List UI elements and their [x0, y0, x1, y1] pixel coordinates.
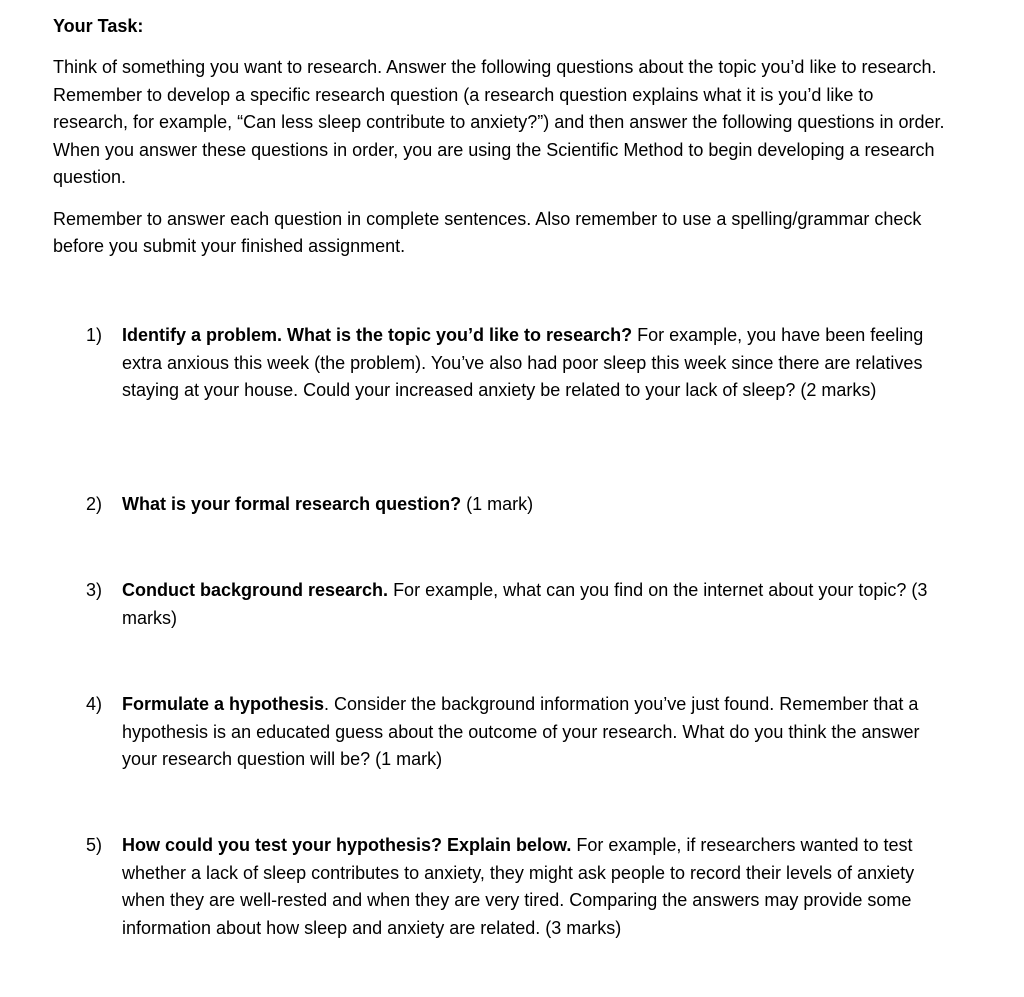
- question-4: [86, 691, 956, 774]
- question-number: 1): [86, 325, 103, 345]
- question-prompt: Formulate a hypothesis: [122, 694, 325, 714]
- question-3: [86, 577, 956, 632]
- question-number: 2): [86, 494, 103, 514]
- question-prompt: What is your formal research question?: [122, 494, 462, 514]
- document-page: [53, 12, 953, 261]
- reminder-paragraph: Remember to answer each question in complete sentences. Also remember to use a spelling/grammar check before you submit your finished assignment.: [53, 208, 922, 256]
- question-number: 4): [86, 694, 103, 714]
- question-number: 5): [86, 835, 103, 855]
- question-prompt: How could you test your hypothesis? Explain below.: [122, 835, 572, 855]
- task-heading: Your Task:: [53, 16, 144, 36]
- intro-paragraph: Think of something you want to research. Answer the following questions about the topic you’d like to research. Remember to develop a specific research question (a research question explains what it is you’d like to research, for example, “Can less sleep contribute to anxiety?”) and then answer the following questions in order. When you answer these questions in order, you are using the Scientific Method to begin developing a research question.: [53, 57, 945, 187]
- question-5: [86, 832, 956, 942]
- question-number: 3): [86, 580, 103, 600]
- question-details: For example, what can you find on the internet about your topic? (3 marks): [122, 580, 928, 628]
- question-1: [86, 322, 956, 405]
- question-details: (1 mark): [461, 494, 534, 514]
- question-2: [86, 491, 956, 519]
- question-prompt: Conduct background research.: [122, 580, 389, 600]
- question-details: For example, you have been feeling extra anxious this week (the problem). You’ve also had poor sleep this week since there are relatives staying at your house. Could your increased anxiety be related to your lack of sleep? (2 marks): [122, 325, 924, 401]
- question-details: . Consider the background information you’ve just found. Remember that a hypothesis is an educated guess about the outcome of your research. What do you think the answer your research question will be? (1 mark): [122, 694, 920, 770]
- question-details: For example, if researchers wanted to test whether a lack of sleep contributes to anxiety, they might ask people to record their levels of anxiety when they are well-rested and when they are very tired. Comparing the answers may provide some information about how sleep and anxiety are related. (3 marks): [122, 835, 915, 938]
- question-prompt: Identify a problem. What is the topic you’d like to research?: [122, 325, 633, 345]
